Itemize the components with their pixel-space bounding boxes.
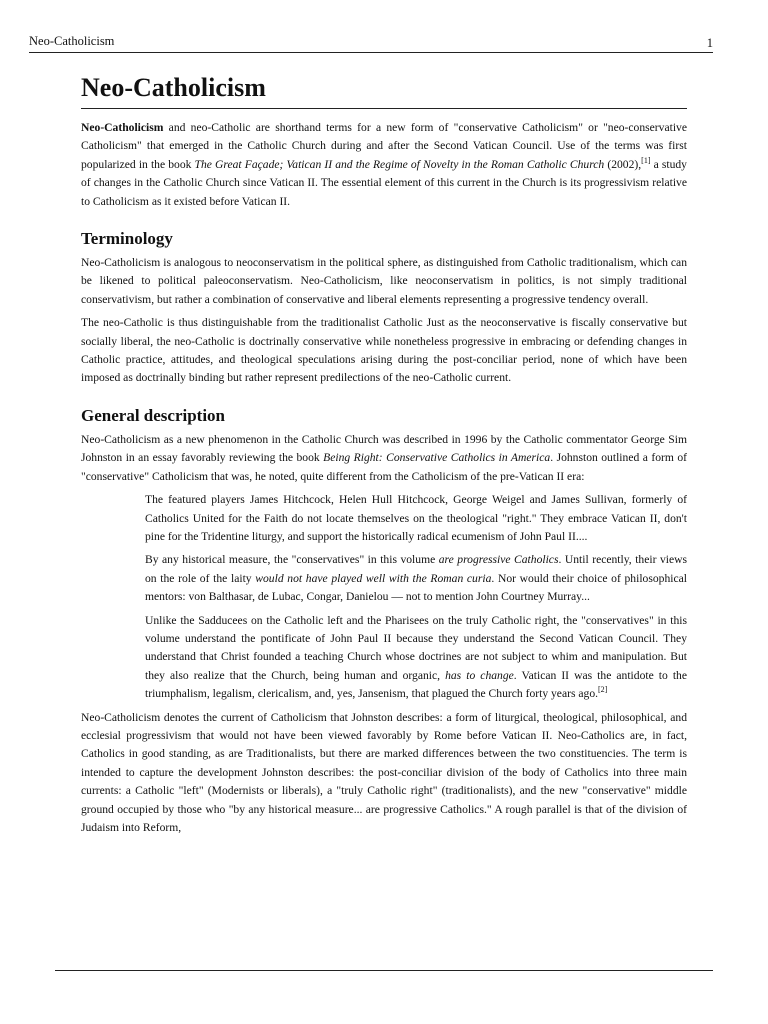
section-heading-terminology: Terminology <box>81 229 173 249</box>
intro-text-1: and neo-Catholic are shorthand terms for a new form of "conservative Catholicism" or "neo-conservative Catholicism" that emerged in the Catholic Church during and after the Second Vatican Council. Use of the terms was first popularized in the book <box>81 121 687 171</box>
general-text-1a: Neo-Catholicism as a new phenomenon in the Catholic Church was described in 1996 by the Catholic commentator George Sim Johnston in an essay favorably reviewing the book <box>81 432 687 465</box>
intro-lead-term: Neo-Catholicism <box>81 121 164 134</box>
quote-3-emphasis: has to change <box>445 668 514 682</box>
running-header <box>29 34 713 52</box>
quote-paragraph-1: The featured players James Hitchcock, Helen Hull Hitchcock, George Weigel and James Sullivan, formerly of Catholics United for the Faith do not locate themselves on the theological "right." They embrace Vatican II, don't pine for the Tridentine liturgy, and support the historically radical ecumenism of John Paul II.... <box>145 493 687 543</box>
book-being-right-link[interactable]: Being Right: Conservative Catholics in America <box>323 451 551 465</box>
citation-1-link[interactable]: [1] <box>641 155 651 165</box>
general-paragraph-2: Neo-Catholicism denotes the current of Catholicism that Johnston describes: a form of liturgical, theological, philosophical, and ecclesial progressivism that would not have been viewed favorably by Rome before Vatican II. Neo-Catholics are, in fact, Catholics in good standing, as are Traditionalists, but there are marked differences between the two constituencies. The term is intended to capture the development Johnston describes: the post-conciliar division of the body of Catholics into three main currents: a Catholic "left" (Modernists or liberals), a "truly Catholic right" (traditionalists), and the new "conservative" middle ground occupied by those who "by any historical measure... are progressive Catholics." A rough parallel is that of the division of Judaism into Reform, <box>81 710 687 834</box>
intro-text-2: (2002), <box>604 157 642 171</box>
quote-2-text-b: . Until recently, their views on the role of the laity <box>145 553 687 585</box>
quote-3-text-a: Unlike the Sadducees on the Catholic left and the Pharisees on the truly Catholic right, the "conservatives" in this volume understand the pontificate of John Paul II because they understand the Second Vatican Council. They understand that Christ founded a teaching Church whose doctrines are not subject to whim and manipulation. But they also realize that the Church, being human and organic, <box>145 613 687 682</box>
terminology-paragraph-1: Neo-Catholicism is analogous to neoconservatism in the political sphere, as distinguished from Catholic traditionalism, which can be likened to political paleoconservatism. Neo-Catholicism, like neoconservatism in politics, is not simply traditional conservativism, but rather a combination of conservative and liberal elements representing a progressive tendency overall. <box>81 256 687 306</box>
section-heading-general-description: General description <box>81 405 226 425</box>
intro-paragraph <box>81 119 687 211</box>
citation-2-link[interactable]: [2] <box>598 685 608 695</box>
general-paragraph-1 <box>81 431 687 486</box>
quote-2-text-c: . Nor would their choice of philosophical mentors: von Balthasar, de Lubac, Congar, Danielou — not to mention John Courtney Murray... <box>145 571 687 604</box>
quote-3-text-b: . Vatican II was the antidote to the triumphalism, legalism, clericalism, and, yes, Jansenism, that plagued the Church forty years ago. <box>145 668 688 701</box>
quote-2-text-a: By any historical measure, the "conservatives" in this volume <box>145 553 439 567</box>
footer-divider <box>55 970 713 971</box>
article-title: Neo-Catholicism <box>81 72 687 109</box>
general-text-1b: . Johnston outlined a form of "conservative" Catholicism that was, he noted, quite different from the Catholicism of the pre-Vatican II era: <box>81 451 687 483</box>
quote-paragraph-2 <box>145 551 687 606</box>
page-number: 1 <box>706 36 713 50</box>
book-title-link[interactable]: The Great Façade; Vatican II and the Regime of Novelty in the Roman Catholic Church <box>194 157 605 171</box>
header-divider <box>29 52 713 53</box>
intro-text-3: a study of changes in the Catholic Church since Vatican II. The essential element of this current in the Church is its progressivism relative to Catholicism as it existed before Vatican II. <box>81 157 687 208</box>
running-header-title: Neo-Catholicism <box>29 34 115 48</box>
quote-paragraph-3 <box>145 612 687 704</box>
quote-2-emphasis-2: would not have played well with the Roman curia <box>255 571 492 585</box>
terminology-paragraph-2: The neo-Catholic is thus distinguishable from the traditionalist Catholic Just as the neoconservative is fiscally conservative but socially liberal, the neo-Catholic is doctrinally conservative while nonetheless progressive in embracing or defending changes in Catholic practice, attitudes, and theological speculations arising during the post-conciliar period, none of which have been imposed as doctrinally binding but rather represent predilections of the neo-Catholic current. <box>81 316 687 385</box>
article-body <box>81 72 687 842</box>
quote-2-emphasis-1: are progressive Catholics <box>438 553 559 567</box>
blockquote <box>145 491 687 703</box>
